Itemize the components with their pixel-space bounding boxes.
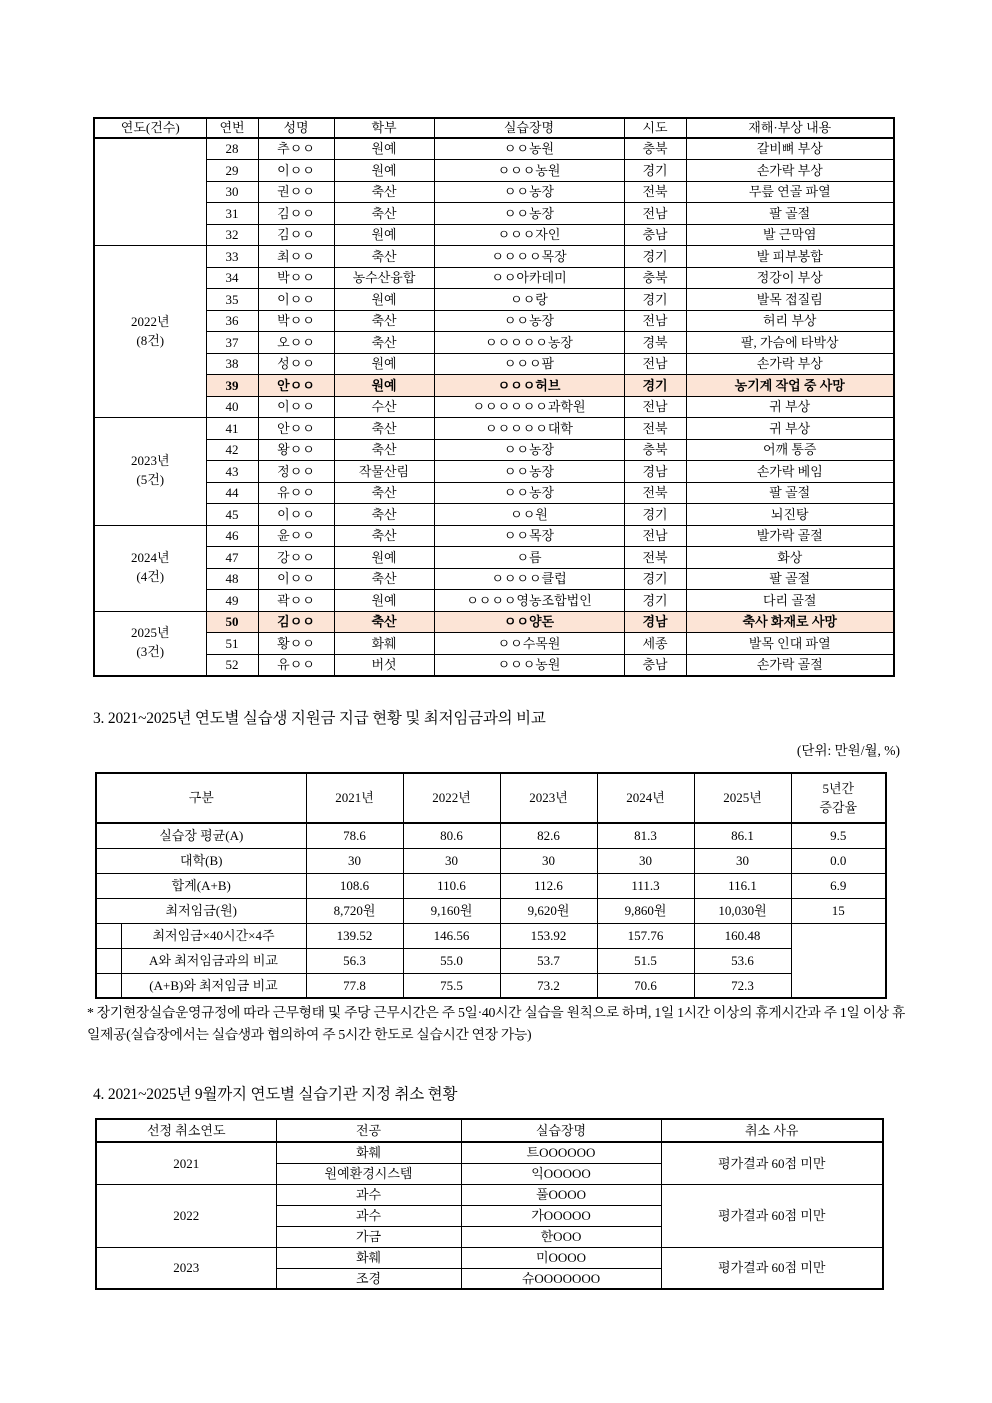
cancel-site-cell: 익OOOOO bbox=[461, 1163, 661, 1184]
injury-table-header bbox=[94, 118, 894, 138]
injury-header-cell: 성명 bbox=[258, 118, 334, 138]
injury-row bbox=[94, 203, 894, 225]
injury-row bbox=[94, 138, 894, 160]
support-row-label: 최저임금(원) bbox=[96, 898, 306, 923]
cancel-site-cell: 풀OOOO bbox=[461, 1184, 661, 1205]
cell-injury: 발목 인대 파열 bbox=[686, 633, 894, 655]
support-value: 30 bbox=[403, 848, 500, 873]
cell-dept: 수산 bbox=[334, 396, 434, 418]
support-value: 53.6 bbox=[694, 948, 791, 973]
cancel-site-cell: 가OOOOO bbox=[461, 1205, 661, 1226]
support-value: 30 bbox=[694, 848, 791, 873]
cell-site: ㅇㅇㅇ허브 bbox=[434, 375, 624, 397]
cell-dept: 원예 bbox=[334, 289, 434, 311]
cell-dept: 축산 bbox=[334, 246, 434, 268]
cell-region: 충북 bbox=[624, 439, 686, 461]
support-header-row bbox=[96, 773, 886, 823]
cell-site: ㅇ름 bbox=[434, 547, 624, 569]
support-merged-empty bbox=[791, 923, 886, 998]
injury-row bbox=[94, 224, 894, 246]
injury-row bbox=[94, 246, 894, 268]
cell-dept: 축산 bbox=[334, 504, 434, 526]
cell-no: 45 bbox=[206, 504, 258, 526]
injury-header-cell: 연번 bbox=[206, 118, 258, 138]
support-header-year: 2021년 bbox=[306, 773, 403, 823]
cancel-reason-cell: 평가결과 60점 미만 bbox=[661, 1247, 883, 1289]
cancel-row bbox=[96, 1142, 883, 1163]
support-value: 55.0 bbox=[403, 948, 500, 973]
support-table-header bbox=[96, 773, 886, 823]
cell-site: ㅇㅇㅇㅇㅇ대학 bbox=[434, 418, 624, 440]
cell-name: 김ㅇㅇ bbox=[258, 224, 334, 246]
cell-name: 이ㅇㅇ bbox=[258, 160, 334, 182]
support-header-year: 2024년 bbox=[597, 773, 694, 823]
support-value: 139.52 bbox=[306, 923, 403, 948]
cell-injury: 귀 부상 bbox=[686, 396, 894, 418]
injury-row bbox=[94, 289, 894, 311]
support-value: 9,860원 bbox=[597, 898, 694, 923]
cancel-header-cell: 전공 bbox=[276, 1119, 461, 1142]
support-value: 9,620원 bbox=[500, 898, 597, 923]
support-value: 78.6 bbox=[306, 823, 403, 848]
support-value: 108.6 bbox=[306, 873, 403, 898]
support-row bbox=[96, 923, 886, 948]
cell-name: 권ㅇㅇ bbox=[258, 181, 334, 203]
support-row bbox=[96, 873, 886, 898]
cell-dept: 축산 bbox=[334, 181, 434, 203]
cell-region: 경기 bbox=[624, 289, 686, 311]
cell-dept: 축산 bbox=[334, 568, 434, 590]
cell-injury: 농기계 작업 중 사망 bbox=[686, 375, 894, 397]
injury-header-cell: 실습장명 bbox=[434, 118, 624, 138]
cell-injury: 화상 bbox=[686, 547, 894, 569]
support-value: 9.5 bbox=[791, 823, 886, 848]
cell-no: 40 bbox=[206, 396, 258, 418]
injury-table-body bbox=[94, 138, 894, 676]
cell-no: 48 bbox=[206, 568, 258, 590]
support-row-label: 최저임금×40시간×4주 bbox=[121, 923, 306, 948]
cell-region: 경기 bbox=[624, 504, 686, 526]
cell-dept: 원예 bbox=[334, 353, 434, 375]
year-group-cell: 2024년 (4건) bbox=[94, 525, 206, 611]
cell-region: 세종 bbox=[624, 633, 686, 655]
cell-no: 43 bbox=[206, 461, 258, 483]
cell-site: ㅇㅇㅇㅇ영농조합법인 bbox=[434, 590, 624, 612]
support-value: 75.5 bbox=[403, 973, 500, 998]
cell-site: ㅇㅇ농장 bbox=[434, 203, 624, 225]
cell-injury: 발 근막염 bbox=[686, 224, 894, 246]
cell-region: 경남 bbox=[624, 461, 686, 483]
cell-injury: 손가락 부상 bbox=[686, 353, 894, 375]
cell-no: 41 bbox=[206, 418, 258, 440]
injury-row bbox=[94, 547, 894, 569]
cell-injury: 정강이 부상 bbox=[686, 267, 894, 289]
support-row bbox=[96, 973, 886, 998]
injury-row bbox=[94, 267, 894, 289]
cell-no: 33 bbox=[206, 246, 258, 268]
support-value: 146.56 bbox=[403, 923, 500, 948]
cell-region: 경북 bbox=[624, 332, 686, 354]
cell-region: 전남 bbox=[624, 353, 686, 375]
cancel-major-cell: 화훼 bbox=[276, 1142, 461, 1163]
cancel-header-cell: 실습장명 bbox=[461, 1119, 661, 1142]
support-value: 30 bbox=[306, 848, 403, 873]
support-header-year: 2022년 bbox=[403, 773, 500, 823]
cell-name: 윤ㅇㅇ bbox=[258, 525, 334, 547]
cancel-year-cell: 2023 bbox=[96, 1247, 276, 1289]
injury-row bbox=[94, 568, 894, 590]
cell-name: 이ㅇㅇ bbox=[258, 289, 334, 311]
cancel-header-row bbox=[96, 1119, 883, 1142]
cell-site: ㅇㅇㅇ농원 bbox=[434, 160, 624, 182]
cell-injury: 손가락 골절 bbox=[686, 654, 894, 676]
cell-name: 이ㅇㅇ bbox=[258, 504, 334, 526]
year-group-cell: 2023년 (5건) bbox=[94, 418, 206, 526]
cancel-reason-cell: 평가결과 60점 미만 bbox=[661, 1184, 883, 1247]
injury-row bbox=[94, 590, 894, 612]
support-header-change: 5년간 증감율 bbox=[791, 773, 886, 823]
cell-region: 충남 bbox=[624, 654, 686, 676]
support-value: 56.3 bbox=[306, 948, 403, 973]
cell-injury: 다리 골절 bbox=[686, 590, 894, 612]
cell-injury: 어깨 통증 bbox=[686, 439, 894, 461]
cell-site: ㅇㅇ아카데미 bbox=[434, 267, 624, 289]
injury-row bbox=[94, 504, 894, 526]
support-value: 30 bbox=[597, 848, 694, 873]
support-row-label: 합계(A+B) bbox=[96, 873, 306, 898]
cell-no: 44 bbox=[206, 482, 258, 504]
cancel-table-body bbox=[96, 1142, 883, 1289]
injury-row bbox=[94, 160, 894, 182]
cell-dept: 원예 bbox=[334, 590, 434, 612]
cell-name: 이ㅇㅇ bbox=[258, 568, 334, 590]
support-value: 160.48 bbox=[694, 923, 791, 948]
cancel-major-cell: 과수 bbox=[276, 1205, 461, 1226]
cell-injury: 뇌진탕 bbox=[686, 504, 894, 526]
cell-dept: 축산 bbox=[334, 439, 434, 461]
support-value: 80.6 bbox=[403, 823, 500, 848]
cell-injury: 귀 부상 bbox=[686, 418, 894, 440]
support-indent-spacer bbox=[96, 948, 121, 973]
cell-dept: 축산 bbox=[334, 332, 434, 354]
cell-dept: 원예 bbox=[334, 138, 434, 160]
support-value: 51.5 bbox=[597, 948, 694, 973]
cancel-major-cell: 원예환경시스템 bbox=[276, 1163, 461, 1184]
cell-dept: 축산 bbox=[334, 310, 434, 332]
cell-region: 경기 bbox=[624, 590, 686, 612]
cell-region: 충북 bbox=[624, 138, 686, 160]
cancel-table bbox=[95, 1118, 884, 1290]
support-row bbox=[96, 848, 886, 873]
cancel-row bbox=[96, 1184, 883, 1205]
cell-no: 31 bbox=[206, 203, 258, 225]
support-value: 112.6 bbox=[500, 873, 597, 898]
cell-injury: 갈비뼈 부상 bbox=[686, 138, 894, 160]
support-row-label: 실습장 평균(A) bbox=[96, 823, 306, 848]
cancel-header-cell: 선정 취소연도 bbox=[96, 1119, 276, 1142]
cell-site: ㅇㅇㅇㅇㅇㅇ과학원 bbox=[434, 396, 624, 418]
cancel-year-cell: 2021 bbox=[96, 1142, 276, 1184]
unit-note: (단위: 만원/월, %) bbox=[796, 743, 900, 758]
cell-name: 추ㅇㅇ bbox=[258, 138, 334, 160]
cell-no: 38 bbox=[206, 353, 258, 375]
cancel-major-cell: 화훼 bbox=[276, 1247, 461, 1268]
injury-row bbox=[94, 418, 894, 440]
cell-site: ㅇㅇ랑 bbox=[434, 289, 624, 311]
cell-no: 28 bbox=[206, 138, 258, 160]
support-value: 8,720원 bbox=[306, 898, 403, 923]
cell-name: 왕ㅇㅇ bbox=[258, 439, 334, 461]
support-value: 86.1 bbox=[694, 823, 791, 848]
cell-site: ㅇㅇ목장 bbox=[434, 525, 624, 547]
cancel-major-cell: 과수 bbox=[276, 1184, 461, 1205]
support-value: 0.0 bbox=[791, 848, 886, 873]
year-group-cell: 2025년 (3건) bbox=[94, 611, 206, 676]
section3-title: 3. 2021~2025년 연도별 실습생 지원금 지급 현황 및 최저임금과의 비교 bbox=[93, 710, 546, 727]
injury-header-cell: 연도(건수) bbox=[94, 118, 206, 138]
cell-name: 안ㅇㅇ bbox=[258, 375, 334, 397]
cell-no: 35 bbox=[206, 289, 258, 311]
cell-region: 경기 bbox=[624, 160, 686, 182]
injury-row bbox=[94, 396, 894, 418]
cell-name: 황ㅇㅇ bbox=[258, 633, 334, 655]
support-row bbox=[96, 898, 886, 923]
injury-row bbox=[94, 461, 894, 483]
cell-name: 김ㅇㅇ bbox=[258, 611, 334, 633]
cancel-table-header bbox=[96, 1119, 883, 1142]
support-row-label: 대학(B) bbox=[96, 848, 306, 873]
cell-region: 전남 bbox=[624, 396, 686, 418]
cell-region: 경남 bbox=[624, 611, 686, 633]
cell-no: 47 bbox=[206, 547, 258, 569]
section4-title: 4. 2021~2025년 9월까지 연도별 실습기관 지정 취소 현황 bbox=[93, 1086, 458, 1103]
support-value: 116.1 bbox=[694, 873, 791, 898]
cell-injury: 손가락 부상 bbox=[686, 160, 894, 182]
cell-dept: 원예 bbox=[334, 547, 434, 569]
cell-site: ㅇㅇㅇㅇ목장 bbox=[434, 246, 624, 268]
injury-row bbox=[94, 654, 894, 676]
support-value: 77.8 bbox=[306, 973, 403, 998]
cancel-year-cell: 2022 bbox=[96, 1184, 276, 1247]
support-value: 110.6 bbox=[403, 873, 500, 898]
cell-dept: 축산 bbox=[334, 418, 434, 440]
cell-region: 충북 bbox=[624, 267, 686, 289]
injury-row bbox=[94, 353, 894, 375]
cell-region: 경기 bbox=[624, 568, 686, 590]
support-header-year: 2023년 bbox=[500, 773, 597, 823]
cell-name: 박ㅇㅇ bbox=[258, 267, 334, 289]
year-group-cell bbox=[94, 138, 206, 246]
cell-name: 최ㅇㅇ bbox=[258, 246, 334, 268]
cell-injury: 팔 골절 bbox=[686, 482, 894, 504]
cancel-major-cell: 가금 bbox=[276, 1226, 461, 1247]
support-value: 30 bbox=[500, 848, 597, 873]
cell-name: 유ㅇㅇ bbox=[258, 654, 334, 676]
support-value: 53.7 bbox=[500, 948, 597, 973]
support-value: 82.6 bbox=[500, 823, 597, 848]
cancel-site-cell: 한OOO bbox=[461, 1226, 661, 1247]
cell-dept: 원예 bbox=[334, 224, 434, 246]
cell-name: 이ㅇㅇ bbox=[258, 396, 334, 418]
cell-no: 52 bbox=[206, 654, 258, 676]
cancel-site-cell: 미OOOO bbox=[461, 1247, 661, 1268]
cell-injury: 축사 화재로 사망 bbox=[686, 611, 894, 633]
cell-region: 전북 bbox=[624, 181, 686, 203]
cancel-reason-cell: 평가결과 60점 미만 bbox=[661, 1142, 883, 1184]
cancel-site-cell: 슈OOOOOOO bbox=[461, 1268, 661, 1289]
injury-row bbox=[94, 375, 894, 397]
cell-injury: 손가락 베임 bbox=[686, 461, 894, 483]
cell-site: ㅇㅇㅇ팜 bbox=[434, 353, 624, 375]
cell-region: 충남 bbox=[624, 224, 686, 246]
injury-row bbox=[94, 482, 894, 504]
injury-header-cell: 시도 bbox=[624, 118, 686, 138]
cell-dept: 축산 bbox=[334, 203, 434, 225]
cell-no: 50 bbox=[206, 611, 258, 633]
support-table-body bbox=[96, 823, 886, 998]
cell-site: ㅇㅇ수목원 bbox=[434, 633, 624, 655]
cell-site: ㅇㅇ농장 bbox=[434, 482, 624, 504]
support-row-label: (A+B)와 최저임금 비교 bbox=[121, 973, 306, 998]
support-header-gubun: 구분 bbox=[96, 773, 306, 823]
support-value: 6.9 bbox=[791, 873, 886, 898]
cell-site: ㅇㅇ농장 bbox=[434, 181, 624, 203]
cell-injury: 팔 골절 bbox=[686, 203, 894, 225]
support-row bbox=[96, 948, 886, 973]
cell-injury: 발목 접질림 bbox=[686, 289, 894, 311]
cancel-header-cell: 취소 사유 bbox=[661, 1119, 883, 1142]
cell-injury: 무릎 연골 파열 bbox=[686, 181, 894, 203]
injury-row bbox=[94, 332, 894, 354]
cell-no: 49 bbox=[206, 590, 258, 612]
support-value: 157.76 bbox=[597, 923, 694, 948]
cell-name: 오ㅇㅇ bbox=[258, 332, 334, 354]
injury-row bbox=[94, 633, 894, 655]
cell-site: ㅇㅇㅇ자인 bbox=[434, 224, 624, 246]
cell-site: ㅇㅇ농원 bbox=[434, 138, 624, 160]
cell-region: 전북 bbox=[624, 482, 686, 504]
cell-region: 전남 bbox=[624, 310, 686, 332]
injury-header-cell: 학부 bbox=[334, 118, 434, 138]
cell-no: 29 bbox=[206, 160, 258, 182]
cell-no: 46 bbox=[206, 525, 258, 547]
cell-no: 51 bbox=[206, 633, 258, 655]
cell-region: 전북 bbox=[624, 547, 686, 569]
cell-dept: 원예 bbox=[334, 160, 434, 182]
injury-row bbox=[94, 310, 894, 332]
cancel-row bbox=[96, 1247, 883, 1268]
support-value: 153.92 bbox=[500, 923, 597, 948]
cell-no: 37 bbox=[206, 332, 258, 354]
support-value: 15 bbox=[791, 898, 886, 923]
injury-header-row bbox=[94, 118, 894, 138]
cell-site: ㅇㅇ양돈 bbox=[434, 611, 624, 633]
support-row-label: A와 최저임금과의 비교 bbox=[121, 948, 306, 973]
cell-no: 34 bbox=[206, 267, 258, 289]
cell-injury: 발가락 골절 bbox=[686, 525, 894, 547]
cell-name: 곽ㅇㅇ bbox=[258, 590, 334, 612]
cell-region: 경기 bbox=[624, 246, 686, 268]
cell-no: 30 bbox=[206, 181, 258, 203]
cell-name: 안ㅇㅇ bbox=[258, 418, 334, 440]
footnote: * 장기현장실습운영규정에 따라 근무형태 및 주당 근무시간은 주 5일·40시간 실습을 원칙으로 하며, 1일 1시간 이상의 휴게시간과 주 1일 이상 휴일제공(실습장에서는 실습생과 협의하여 주 5시간 한도로 실습시간 연장 가능) bbox=[87, 1005, 905, 1043]
injury-row bbox=[94, 525, 894, 547]
cell-dept: 원예 bbox=[334, 375, 434, 397]
cell-name: 김ㅇㅇ bbox=[258, 203, 334, 225]
injury-header-cell: 재해·부상 내용 bbox=[686, 118, 894, 138]
support-indent-spacer bbox=[96, 923, 121, 948]
cell-site: ㅇㅇㅇㅇㅇ농장 bbox=[434, 332, 624, 354]
year-group-cell: 2022년 (8건) bbox=[94, 246, 206, 418]
cell-region: 전북 bbox=[624, 418, 686, 440]
support-value: 111.3 bbox=[597, 873, 694, 898]
cell-site: ㅇㅇ원 bbox=[434, 504, 624, 526]
cell-dept: 축산 bbox=[334, 525, 434, 547]
cell-site: ㅇㅇ농장 bbox=[434, 310, 624, 332]
support-header-year: 2025년 bbox=[694, 773, 791, 823]
support-value: 10,030원 bbox=[694, 898, 791, 923]
cell-no: 36 bbox=[206, 310, 258, 332]
support-value: 81.3 bbox=[597, 823, 694, 848]
injury-row bbox=[94, 611, 894, 633]
cancel-site-cell: 트OOOOOO bbox=[461, 1142, 661, 1163]
cell-site: ㅇㅇㅇㅇ클럽 bbox=[434, 568, 624, 590]
cell-dept: 농수산융합 bbox=[334, 267, 434, 289]
support-row bbox=[96, 823, 886, 848]
support-value: 9,160원 bbox=[403, 898, 500, 923]
injury-table bbox=[93, 117, 895, 677]
cell-site: ㅇㅇ농장 bbox=[434, 439, 624, 461]
injury-row bbox=[94, 181, 894, 203]
cell-region: 전남 bbox=[624, 203, 686, 225]
support-value: 72.3 bbox=[694, 973, 791, 998]
cell-name: 성ㅇㅇ bbox=[258, 353, 334, 375]
cancel-major-cell: 조경 bbox=[276, 1268, 461, 1289]
cell-no: 32 bbox=[206, 224, 258, 246]
cell-dept: 축산 bbox=[334, 482, 434, 504]
support-value: 70.6 bbox=[597, 973, 694, 998]
cell-name: 강ㅇㅇ bbox=[258, 547, 334, 569]
support-table bbox=[95, 772, 887, 999]
support-indent-spacer bbox=[96, 973, 121, 998]
support-value: 73.2 bbox=[500, 973, 597, 998]
cell-region: 경기 bbox=[624, 375, 686, 397]
cell-dept: 작물산림 bbox=[334, 461, 434, 483]
cell-site: ㅇㅇㅇ농원 bbox=[434, 654, 624, 676]
cell-injury: 팔, 가슴에 타박상 bbox=[686, 332, 894, 354]
cell-injury: 허리 부상 bbox=[686, 310, 894, 332]
cell-name: 박ㅇㅇ bbox=[258, 310, 334, 332]
cell-dept: 버섯 bbox=[334, 654, 434, 676]
cell-region: 전남 bbox=[624, 525, 686, 547]
cell-no: 42 bbox=[206, 439, 258, 461]
cell-dept: 축산 bbox=[334, 611, 434, 633]
cell-dept: 화훼 bbox=[334, 633, 434, 655]
cell-name: 정ㅇㅇ bbox=[258, 461, 334, 483]
cell-no: 39 bbox=[206, 375, 258, 397]
cell-injury: 발 피부봉합 bbox=[686, 246, 894, 268]
injury-row bbox=[94, 439, 894, 461]
cell-site: ㅇㅇ농장 bbox=[434, 461, 624, 483]
cell-name: 유ㅇㅇ bbox=[258, 482, 334, 504]
cell-injury: 팔 골절 bbox=[686, 568, 894, 590]
